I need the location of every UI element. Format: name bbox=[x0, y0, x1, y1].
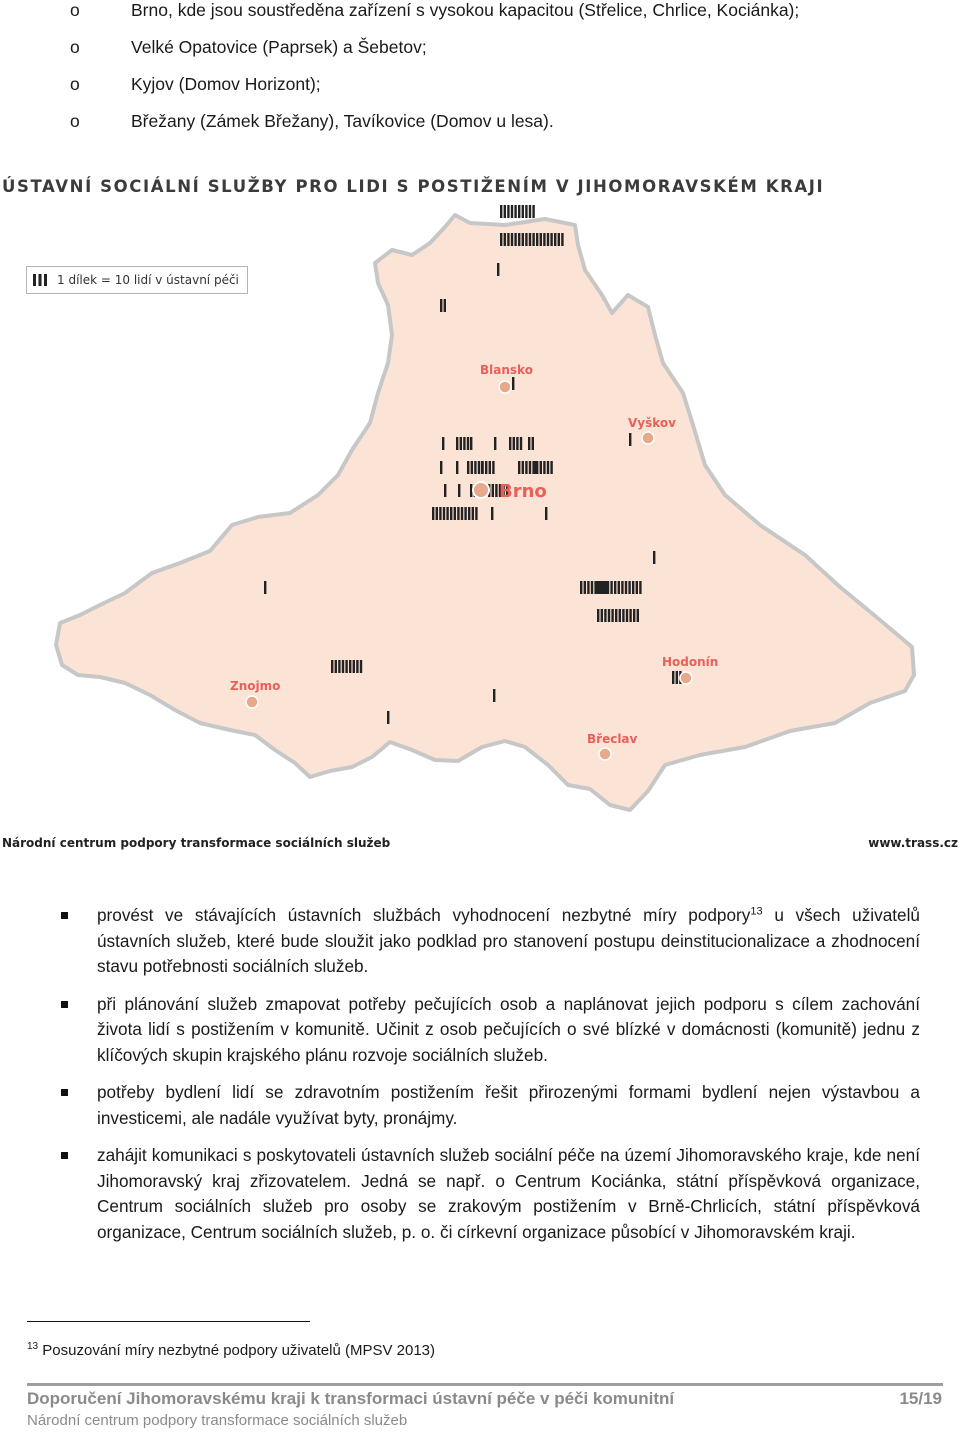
tally-bar bbox=[626, 609, 628, 622]
tally-bar bbox=[338, 660, 340, 673]
tally-bar bbox=[580, 581, 582, 594]
tally-bar bbox=[545, 507, 547, 520]
tally-bar bbox=[621, 581, 623, 594]
tally-bar bbox=[440, 461, 442, 474]
city-label-blansko: Blansko bbox=[480, 363, 533, 377]
city-label-hodonin: Hodonín bbox=[662, 655, 719, 669]
tally-bar bbox=[493, 689, 495, 702]
tally-bar bbox=[632, 581, 634, 594]
city-label-znojmo: Znojmo bbox=[230, 679, 281, 693]
list-item-text: Kyjov (Domov Horizont); bbox=[131, 74, 321, 94]
tally-bar bbox=[456, 437, 458, 450]
bullet-text: zahájit komunikaci s poskytovateli ústavních služeb sociální péče na území Jihomoravského kraje, kde není Jihomoravský kraj zřizovatelem. Jedná se např. o Centrum Kociánka, státní příspěvková organizace, Centrum sociálních služeb pro osoby se zrakovým postižením v Brně-Chrlicích, státní příspěvková organizace, Centrum sociálních služeb, p. o. či církevní organizace působící v Jihomoravském kraji. bbox=[97, 1145, 920, 1242]
recommendation-list bbox=[60, 903, 920, 1257]
page-number: 15/19 bbox=[899, 1389, 942, 1408]
tally-bar bbox=[543, 233, 545, 246]
tally-bar bbox=[442, 437, 444, 450]
tally-bar bbox=[532, 437, 534, 450]
tally-bar bbox=[639, 581, 641, 594]
bullet-square-icon bbox=[61, 1001, 68, 1008]
tally-bar bbox=[460, 437, 462, 450]
footnote-number: 13 bbox=[27, 1341, 39, 1352]
tally-bar bbox=[601, 609, 603, 622]
tally-bar bbox=[516, 437, 518, 450]
document-title: Doporučení Jihomoravskému kraji k transformaci ústavní péče v péči komunitní bbox=[27, 1389, 675, 1408]
tally-bar bbox=[461, 507, 463, 520]
tally-bar bbox=[468, 507, 470, 520]
tally-bar bbox=[470, 437, 472, 450]
city-dot-vyskov bbox=[642, 432, 654, 444]
tally-bar bbox=[522, 205, 524, 218]
tally-bar bbox=[561, 233, 563, 246]
tally-bar bbox=[511, 233, 513, 246]
tally-bar bbox=[529, 233, 531, 246]
tally-bar bbox=[471, 461, 473, 474]
tally-bar bbox=[636, 581, 638, 594]
tally-bar bbox=[495, 484, 497, 497]
list-item bbox=[60, 992, 920, 1069]
tally-bar bbox=[457, 507, 459, 520]
tally-bar bbox=[532, 205, 534, 218]
footnote bbox=[27, 1342, 435, 1359]
tally-bar bbox=[525, 205, 527, 218]
tally-bar bbox=[436, 507, 438, 520]
tally-bar bbox=[597, 609, 599, 622]
list-item bbox=[60, 1143, 920, 1245]
tally-bar bbox=[331, 660, 333, 673]
tally-bar bbox=[439, 507, 441, 520]
tally-bar bbox=[525, 233, 527, 246]
tally-bar bbox=[489, 461, 491, 474]
tally-bar bbox=[587, 581, 589, 594]
organization-name: Národní centrum podpory transformace sociálních služeb bbox=[27, 1412, 408, 1429]
tally-bar bbox=[512, 377, 514, 390]
tally-bar bbox=[672, 671, 674, 684]
tally-bar bbox=[547, 233, 549, 246]
tally-bar bbox=[629, 433, 631, 446]
bullet-square-icon bbox=[61, 912, 68, 919]
tally-bar bbox=[450, 507, 452, 520]
tally-bar bbox=[618, 581, 620, 594]
tally-bar bbox=[622, 609, 624, 622]
tally-bar bbox=[637, 609, 639, 622]
tally-bar bbox=[520, 437, 522, 450]
city-dot-hodonin bbox=[680, 672, 692, 684]
tally-bar bbox=[342, 660, 344, 673]
tally-bar bbox=[540, 461, 542, 474]
tally-bar bbox=[444, 299, 446, 312]
tally-bar bbox=[518, 233, 520, 246]
tally-bar bbox=[500, 205, 502, 218]
tally-bar bbox=[475, 507, 477, 520]
tally-bar bbox=[525, 461, 527, 474]
tally-bar bbox=[610, 581, 612, 594]
bullet-text-cont: u všech uživatelů ústavních služeb, které bude sloužit jako podklad pro stanovení postupu deinstitucionalizace a zhodnocení stavu potřebnosti sociálních služeb. bbox=[97, 905, 920, 976]
tally-bar bbox=[492, 461, 494, 474]
tally-bar bbox=[472, 507, 474, 520]
tally-bar bbox=[349, 660, 351, 673]
tally-bar bbox=[494, 437, 496, 450]
tally-bar bbox=[604, 609, 606, 622]
tally-bar bbox=[547, 461, 549, 474]
tally-bar bbox=[514, 233, 516, 246]
footnote-ref: 13 bbox=[750, 905, 763, 918]
city-dot-breclav bbox=[599, 748, 611, 760]
tally-bar bbox=[481, 461, 483, 474]
tally-bar bbox=[511, 205, 513, 218]
tally-bar bbox=[507, 205, 509, 218]
tally-bar bbox=[522, 461, 524, 474]
list-item-text: Velké Opatovice (Paprsek) a Šebetov; bbox=[131, 37, 427, 57]
tally-bar bbox=[611, 609, 613, 622]
tally-bar bbox=[474, 461, 476, 474]
tally-bar bbox=[540, 233, 542, 246]
list-item-text: Břežany (Zámek Břežany), Tavíkovice (Domov u lesa). bbox=[131, 111, 554, 131]
tally-bar bbox=[432, 507, 434, 520]
tally-bar bbox=[513, 437, 515, 450]
bullet-text: při plánování služeb zmapovat potřeby pečujících osob a naplánovat jejich podporu s cílem zachování života lidí s postižením v komunitě. Učinit z osob pečujících o své blízké v domácnosti (komunitě) jednu z klíčových skupin krajského plánu rozvoje sociálních služeb. bbox=[97, 993, 920, 1065]
tally-icon bbox=[31, 273, 49, 287]
tally-bar bbox=[534, 461, 536, 474]
city-dot-blansko bbox=[499, 381, 511, 393]
list-marker: o bbox=[70, 37, 80, 57]
tally-bar bbox=[554, 233, 556, 246]
tally-bar bbox=[456, 461, 458, 474]
list-item bbox=[60, 1080, 920, 1131]
tally-bar bbox=[514, 205, 516, 218]
tally-bar bbox=[335, 660, 337, 673]
tally-bar bbox=[509, 437, 511, 450]
tally-bar bbox=[360, 660, 362, 673]
list-marker: o bbox=[70, 74, 80, 94]
tally-bar bbox=[550, 461, 552, 474]
tally-bar bbox=[596, 581, 598, 594]
map-source-label: Národní centrum podpory transformace sociálních služeb bbox=[2, 836, 391, 850]
tally-bar bbox=[625, 581, 627, 594]
tally-bar bbox=[536, 233, 538, 246]
tally-bar bbox=[608, 609, 610, 622]
list-marker: o bbox=[70, 0, 80, 20]
tally-bar bbox=[387, 711, 389, 724]
tally-bar bbox=[615, 609, 617, 622]
tally-bar bbox=[628, 581, 630, 594]
tally-bar bbox=[454, 507, 456, 520]
tally-bar bbox=[491, 507, 493, 520]
tally-bar bbox=[518, 461, 520, 474]
city-label-vyskov: Vyškov bbox=[628, 416, 676, 430]
tally-bar bbox=[478, 461, 480, 474]
tally-bar bbox=[444, 484, 446, 497]
tally-bar bbox=[603, 581, 605, 594]
bullet-text: potřeby bydlení lidí se zdravotním postižením řešit přirozenými formami bydlení nejen výstavbou a investicemi, ale nadále využívat byty, pronájmy. bbox=[97, 1082, 920, 1128]
city-label-breclav: Břeclav bbox=[587, 732, 638, 746]
list-item bbox=[60, 903, 920, 980]
tally-bar bbox=[463, 437, 465, 450]
tally-bar bbox=[584, 581, 586, 594]
tally-bar bbox=[676, 671, 678, 684]
tally-bar bbox=[492, 484, 494, 497]
tally-bar bbox=[543, 461, 545, 474]
tally-bar bbox=[356, 660, 358, 673]
tally-bar bbox=[464, 507, 466, 520]
tally-bar bbox=[529, 461, 531, 474]
city-dot-brno bbox=[473, 482, 489, 498]
footer-divider bbox=[27, 1383, 943, 1386]
tally-bar bbox=[653, 551, 655, 564]
tally-bar bbox=[518, 205, 520, 218]
tally-bar bbox=[467, 437, 469, 450]
tally-bar bbox=[446, 507, 448, 520]
tally-bar bbox=[591, 581, 593, 594]
legend-text: 1 dílek = 10 lidí v ústavní péči bbox=[57, 273, 239, 287]
bullet-square-icon bbox=[61, 1089, 68, 1096]
list-marker: o bbox=[70, 111, 80, 131]
tally-bar bbox=[458, 484, 460, 497]
tally-bar bbox=[614, 581, 616, 594]
tally-bar bbox=[532, 233, 534, 246]
region-shape bbox=[56, 215, 914, 810]
tally-bar bbox=[345, 660, 347, 673]
tally-bar bbox=[550, 233, 552, 246]
tally-bar bbox=[558, 233, 560, 246]
tally-bar bbox=[529, 205, 531, 218]
tally-bar bbox=[600, 581, 602, 594]
tally-bar bbox=[467, 461, 469, 474]
tally-bar bbox=[607, 581, 609, 594]
map-legend bbox=[26, 266, 248, 294]
map-source-url: www.trass.cz bbox=[868, 836, 958, 850]
bullet-square-icon bbox=[61, 1152, 68, 1159]
tally-bar bbox=[522, 233, 524, 246]
tally-bar bbox=[507, 233, 509, 246]
city-dot-znojmo bbox=[246, 696, 258, 708]
tally-bar bbox=[528, 437, 530, 450]
map-title: ÚSTAVNÍ SOCIÁLNÍ SLUŽBY PRO LIDI S POSTIŽENÍM V JIHOMORAVSKÉM KRAJI bbox=[2, 177, 825, 196]
footnote-divider bbox=[27, 1321, 310, 1322]
city-label-brno: Brno bbox=[499, 481, 547, 502]
tally-bar bbox=[264, 581, 266, 594]
bullet-text: provést ve stávajících ústavních službách vyhodnocení nezbytné míry podpory bbox=[97, 905, 751, 925]
tally-bar bbox=[497, 263, 499, 276]
tally-bar bbox=[440, 299, 442, 312]
tally-bar bbox=[504, 205, 506, 218]
list-item-text: Brno, kde jsou soustředěna zařízení s vysokou kapacitou (Střelice, Chrlice, Kociánka); bbox=[131, 0, 800, 20]
tally-bar bbox=[633, 609, 635, 622]
tally-bar bbox=[500, 233, 502, 246]
tally-bar bbox=[485, 461, 487, 474]
footnote-text: Posuzování míry nezbytné podpory uživatelů (MPSV 2013) bbox=[42, 1342, 435, 1359]
tally-bar bbox=[443, 507, 445, 520]
tally-bar bbox=[619, 609, 621, 622]
tally-bar bbox=[504, 233, 506, 246]
tally-bar bbox=[629, 609, 631, 622]
tally-bar bbox=[353, 660, 355, 673]
